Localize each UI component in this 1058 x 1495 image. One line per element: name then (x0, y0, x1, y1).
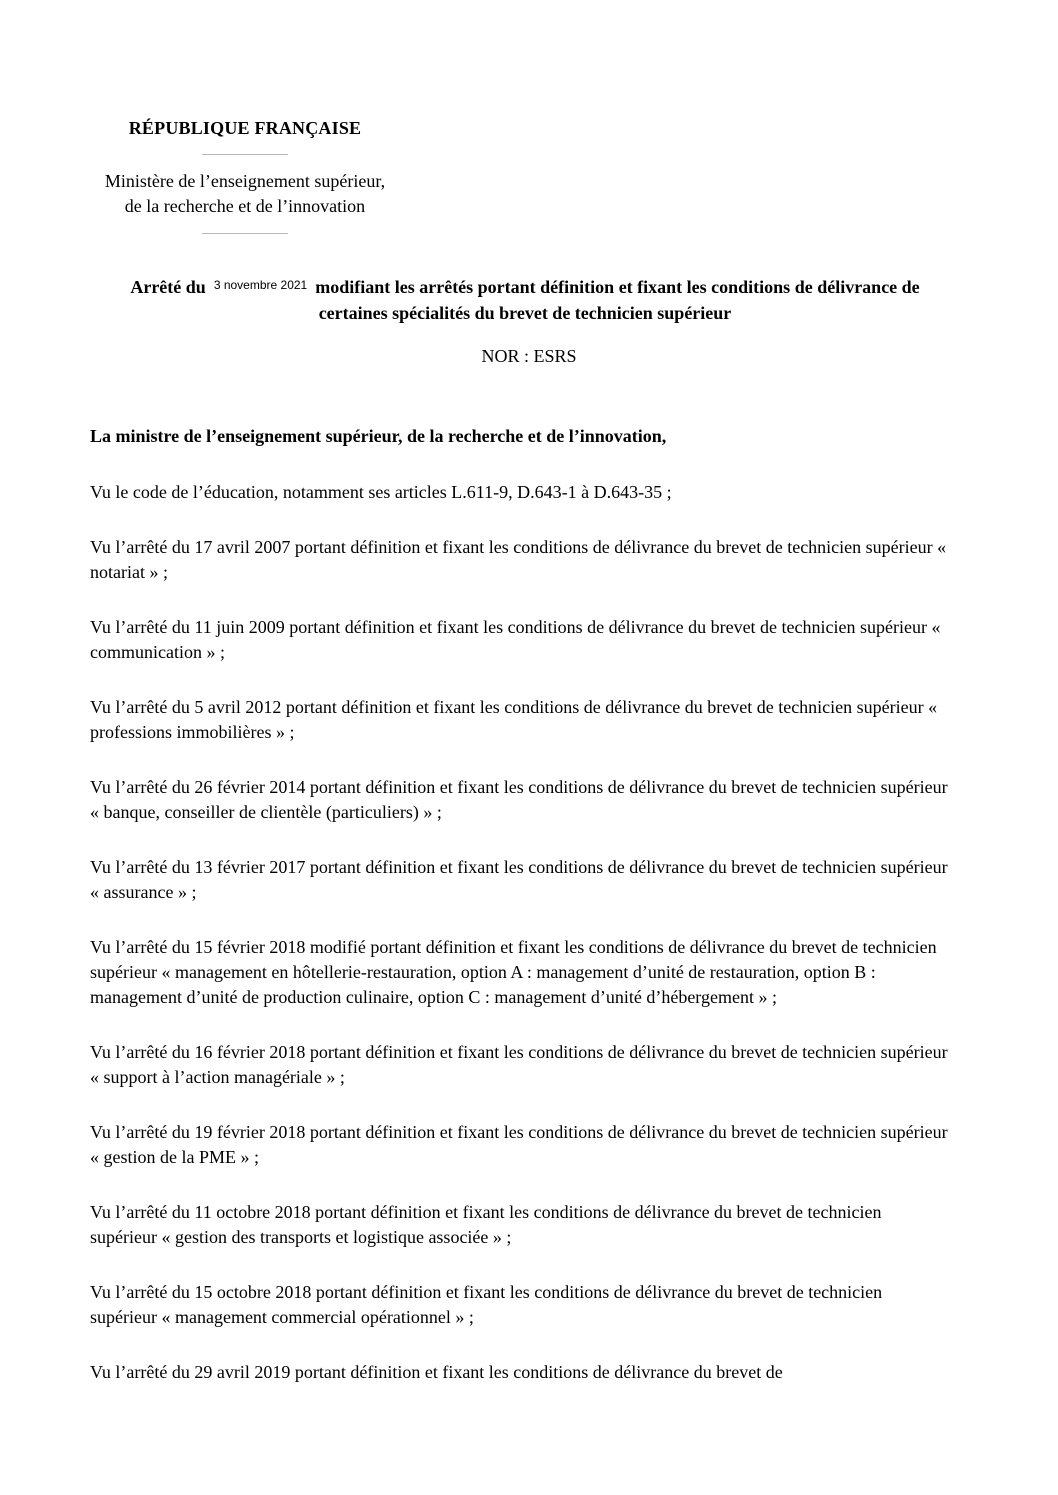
visa-paragraph: Vu l’arrêté du 11 octobre 2018 portant définition et fixant les conditions de délivrance du brevet de technicien supérieur « gestion des transports et logistique associée » ; (90, 1202, 882, 1247)
header-divider (202, 154, 288, 155)
visa-paragraph: Vu le code de l’éducation, notamment ses articles L.611-9, D.643-1 à D.643-35 ; (90, 482, 672, 502)
ministry-divider (202, 233, 288, 234)
visa-paragraph: Vu l’arrêté du 15 février 2018 modifié portant définition et fixant les conditions de délivrance du brevet de technicien supérieur « management en hôtellerie-restauration, option A : management d’unité de restauration, option B : management d’unité de production culinaire, option C : management d’unité d’hébergement » ; (90, 937, 937, 1007)
title-text: modifiant les arrêtés portant définition et fixant les conditions de délivrance de certaines spécialités du brevet de technicien supérieur (315, 277, 920, 323)
title-date: 3 novembre 2021 (213, 278, 308, 292)
visa-paragraph: Vu l’arrêté du 5 avril 2012 portant définition et fixant les conditions de délivrance du brevet de technicien supérieur « professions immobilières » ; (90, 697, 938, 742)
visa-paragraph: Vu l’arrêté du 26 février 2014 portant définition et fixant les conditions de délivrance du brevet de technicien supérieur « banque, conseiller de clientèle (particuliers) » ; (90, 777, 948, 822)
visa-paragraph: Vu l’arrêté du 15 octobre 2018 portant définition et fixant les conditions de délivrance du brevet de technicien supérieur « management commercial opérationnel » ; (90, 1282, 883, 1327)
document-body (90, 424, 950, 1415)
minister-line: La ministre de l’enseignement supérieur, de la recherche et de l’innovation, (90, 426, 667, 446)
visa-paragraph: Vu l’arrêté du 17 avril 2007 portant définition et fixant les conditions de délivrance du brevet de technicien supérieur « notariat » ; (90, 537, 947, 582)
ministry-name (60, 169, 430, 219)
title-prefix: Arrêté du (130, 277, 206, 297)
ministry-line-1: Ministère de l’enseignement supérieur, (104, 171, 386, 191)
visa-paragraph: Vu l’arrêté du 13 février 2017 portant définition et fixant les conditions de délivrance du brevet de technicien supérieur « assurance » ; (90, 857, 948, 902)
visa-paragraph: Vu l’arrêté du 29 avril 2019 portant définition et fixant les conditions de délivrance du brevet de (90, 1362, 783, 1382)
republic-heading: RÉPUBLIQUE FRANÇAISE (128, 118, 362, 138)
visa-paragraph: Vu l’arrêté du 19 février 2018 portant définition et fixant les conditions de délivrance du brevet de technicien supérieur « gestion de la PME » ; (90, 1122, 948, 1167)
document-header (60, 116, 430, 248)
decree-title (100, 272, 950, 326)
ministry-line-2: de la recherche et de l’innovation (124, 196, 366, 216)
nor-reference: NOR : ESRS (481, 346, 577, 366)
visa-paragraph: Vu l’arrêté du 11 juin 2009 portant définition et fixant les conditions de délivrance du brevet de technicien supérieur « communication » ; (90, 617, 941, 662)
visa-paragraph: Vu l’arrêté du 16 février 2018 portant définition et fixant les conditions de délivrance du brevet de technicien supérieur « support à l’action managériale » ; (90, 1042, 948, 1087)
